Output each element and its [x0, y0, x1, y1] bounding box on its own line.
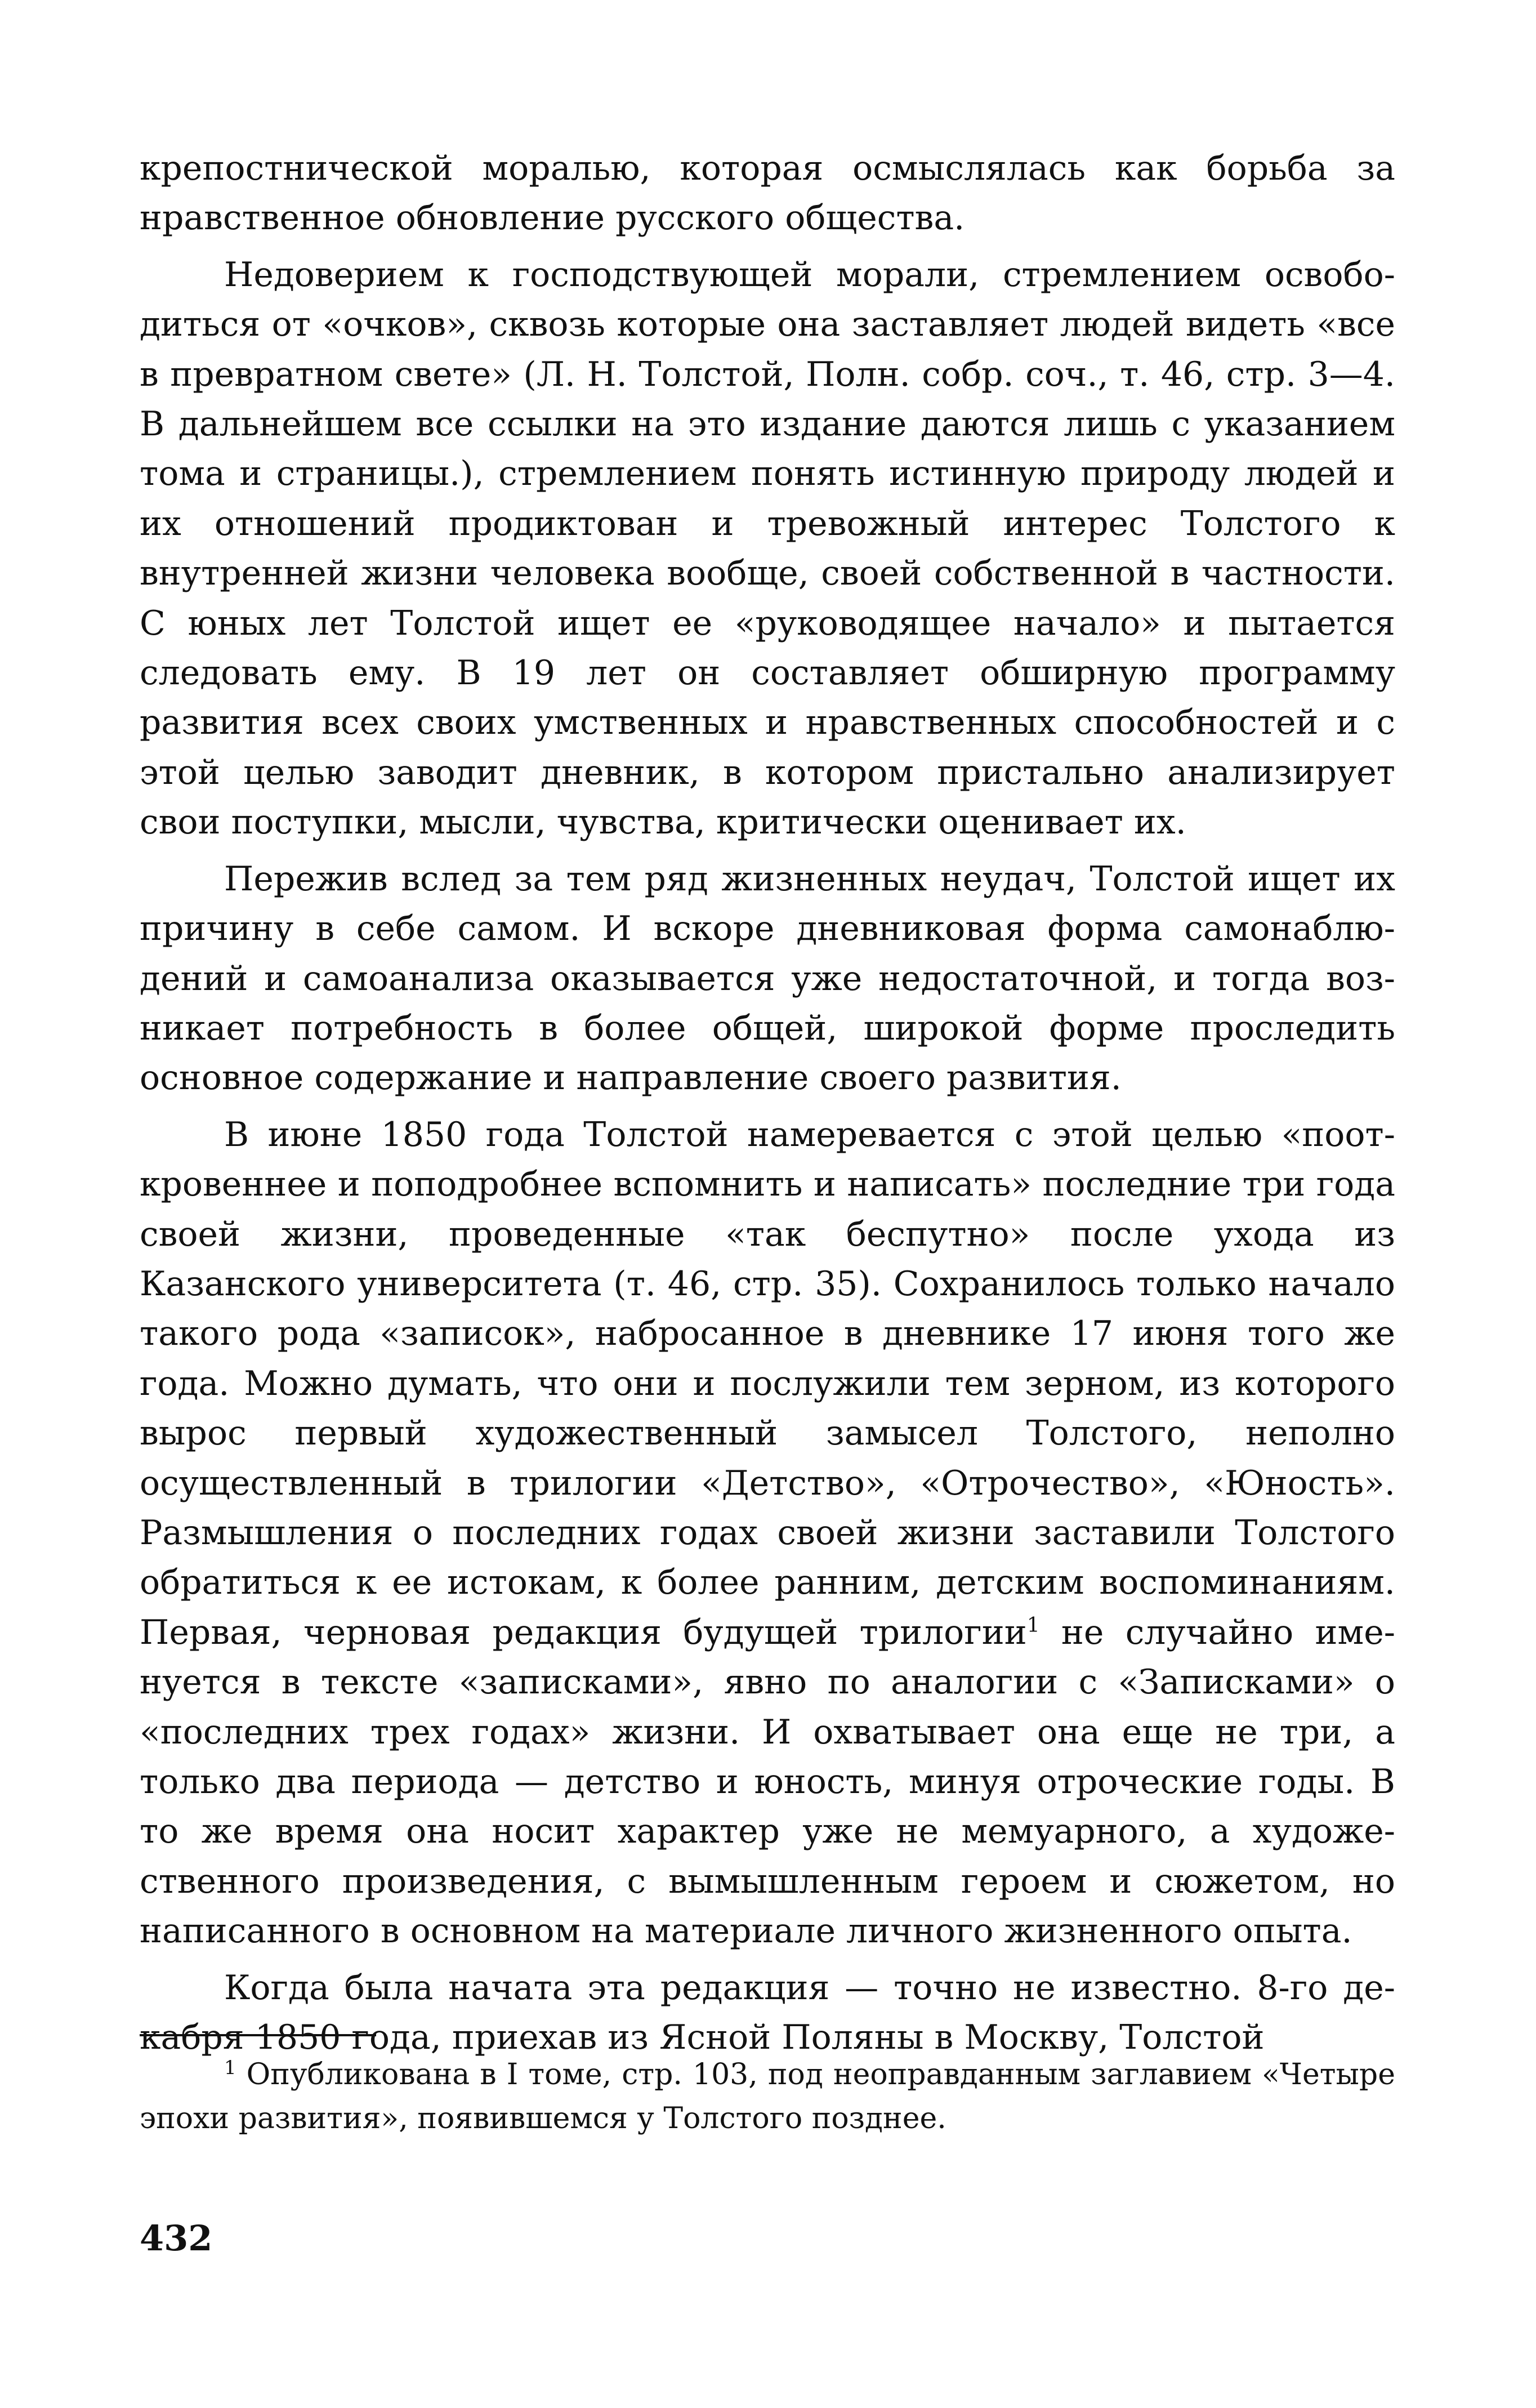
footnote-mark: 1 — [224, 2056, 236, 2079]
main-text — [140, 144, 1395, 2069]
footnote — [140, 2053, 1395, 2141]
paragraph-1: крепостнической моралью, которая осмыслялась как борьба за нравственное обновление русского общества. — [140, 149, 1395, 238]
paragraph-2: Недоверием к господствующей морали, стремлением освободиться от «очков», сквозь которые она заставляет людей видеть «все в превратном свете» (Л. Н. Толстой, Полн. собр. соч., т. 46, стр. 3—4. В дальнейшем все ссылки на это издание даются лишь с указанием тома и страницы.), стремлением понять истинную природу людей и их отношений продиктован и тревожный интерес Толстого к внутренней жизни человека вообще, своей собственной в частности. С юных лет Толстой ищет ее «руководящее начало» и пытается следовать ему. В 19 лет он составляет обширную программу развития всех своих умственных и нравственных способностей и с этой целью заводит дневник, в котором пристально анализирует свои поступки, мысли, чувства, критически оценивает их. — [140, 255, 1395, 842]
paragraph-5: Когда была начата эта редакция — точно не известно. 8-го декабря 1850 года, приехав из Ясной Поляны в Москву, Толстой — [140, 1968, 1395, 2058]
paragraph-3: Пережив вслед за тем ряд жизненных неудач, Толстой ищет их причину в себе самом. И вскоре дневниковая форма самонаблюдений и самоанализа оказывается уже недостаточной, и тогда возникает потребность в более общей, широкой форме проследить основное содержание и направление своего развития. — [140, 859, 1395, 1098]
footnote-text: Опубликована в I томе, стр. 103, под неоправданным заглавием «Четыре эпохи развития», появившемся у Толстого позднее. — [140, 2058, 1395, 2135]
footnote-divider — [140, 2034, 376, 2036]
paragraph-4-part-a: В июне 1850 года Толстой намеревается с этой целью «пооткровеннее и поподробнее вспомнить и написать» последние три года своей жизни, проведенные «так беспутно» после ухода из Казанского университета (т. 46, стр. 35). Сохранилось только начало такого рода «записок», набросанное в дневнике 17 июня того же года. Можно думать, что они и послужили тем зерном, из которого вырос первый художественный замысел Толстого, неполно осуществленный в трилогии «Детство», «Отрочество», «Юность». Размышления о последних годах своей жизни заставили Толстого обратиться к ее истокам, к более ранним, детским воспоминаниям. Первая, черновая редакция будущей трилогии — [140, 1114, 1395, 1652]
page-number: 432 — [140, 2218, 213, 2259]
footnote-reference[interactable]: 1 — [1026, 1613, 1040, 1637]
paragraph-4-part-b: не случайно именуется в тексте «записками», явно по аналогии с «Записками» о «последних трех годах» жизни. И охватывает она еще не три, а только два периода — детство и юность, минуя отроческие годы. В то же время она носит характер уже не мемуарного, а художественного произведения, с вымышленным героем и сюжетом, но написанного в основном на материале личного жизненного опыта. — [140, 1612, 1396, 1951]
paragraph-4 — [140, 1110, 1395, 1956]
